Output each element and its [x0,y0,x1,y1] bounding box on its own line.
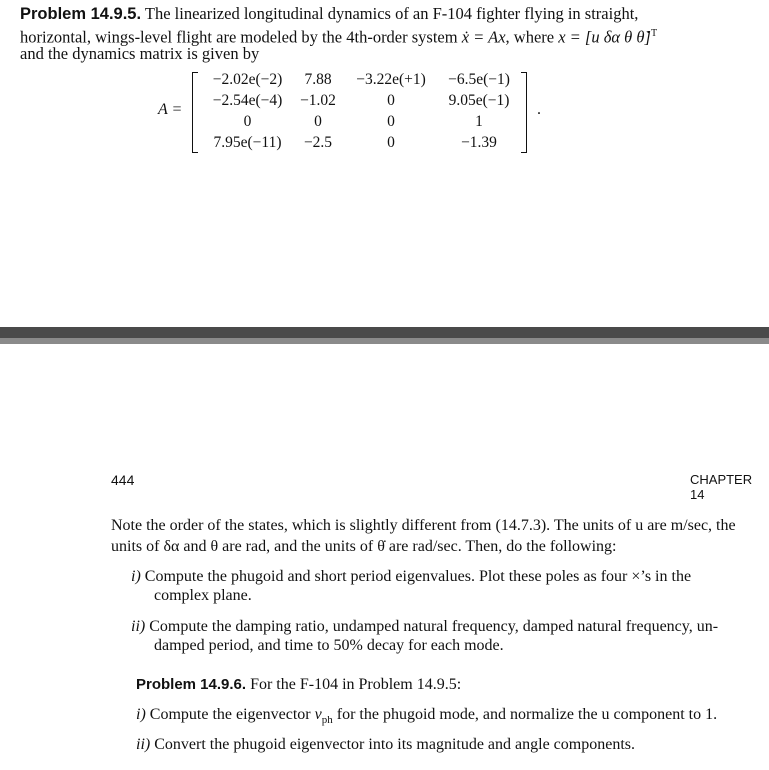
list-marker: i) [136,706,146,723]
matrix-cell: 0 [387,113,395,130]
list-marker: ii) [131,618,146,635]
page-number: 444 [111,472,135,488]
page-break-divider [0,327,769,338]
eigenvector-symbol: v [314,706,322,723]
left-bracket [192,72,198,153]
list-item [131,567,691,587]
matrix-cell: 7.95e(−11) [213,134,282,151]
dynamics-matrix [190,70,530,150]
transpose-superscript: T [650,28,658,39]
problem-statement [136,675,461,695]
text-run: Compute the eigenvector [149,706,315,723]
problem-text: The linearized longitudinal dynamics of an F-104 fighter flying in straight, [144,4,639,23]
list-marker: i) [131,568,141,585]
state-vector: x = [u δα θ θ̇] [558,27,651,47]
matrix-cell: 0 [243,113,252,130]
matrix-cell: −2.02e(−2) [212,71,283,88]
text-run: , where [505,27,559,47]
matrix-cell: −1.02 [300,92,336,109]
list-marker: ii) [136,736,151,753]
matrix-cell: 7.88 [304,71,332,88]
list-item [136,735,635,755]
matrix-cell: −2.5 [303,134,333,151]
system-equation: ẋ = Ax [461,27,506,47]
matrix-cell: 0 [387,134,395,151]
matrix-cell: 9.05e(−1) [448,92,510,109]
problem-statement-line-3: and the dynamics matrix is given by [20,44,260,63]
matrix-cell: −2.54e(−4) [212,92,283,109]
list-item-text: Convert the phugoid eigenvector into its magnitude and angle components. [154,736,635,753]
list-item-continuation: complex plane. [154,587,252,604]
list-item-continuation: damped period, and time to 50% decay for each mode. [154,637,504,654]
problem-statement-line-1 [20,4,638,24]
matrix-cell: −3.22e(+1) [356,71,426,88]
text-run: for the phugoid mode, and normalize the u component to 1. [332,706,718,723]
matrix-cell: 0 [387,92,395,109]
matrix-trailing-period: . [537,101,541,118]
list-item [131,617,718,637]
matrix-lhs: A = [158,101,183,118]
problem-label: Problem 14.9.6. [136,676,247,693]
problem-text: For the F-104 in Problem 14.9.5: [250,676,462,693]
eigenvector-subscript: ph [321,714,333,727]
page-break-shadow [0,338,769,344]
text-run: horizontal, wings-level flight are modeled by the 4th-order system [20,27,462,47]
matrix-cell: −1.39 [461,134,497,151]
paragraph-line-2: units of δα and θ are rad, and the units of θ̇ are rad/sec. Then, do the following: [111,538,617,555]
list-item-text: Compute the phugoid and short period eigenvalues. Plot these poles as four ×’s in the [144,568,692,585]
chapter-header: CHAPTER 14 [690,472,753,502]
list-item-text: Compute the damping ratio, undamped natural frequency, damped natural frequency, un- [149,618,719,635]
paragraph-line-1: Note the order of the states, which is slightly different from (14.7.3). The units of u are m/sec, the [111,517,736,534]
matrix-cell: 1 [475,113,483,130]
problem-label: Problem 14.9.5. [20,5,142,23]
matrix-cell: 0 [314,113,322,130]
list-item [136,705,717,730]
matrix-cell: −6.5e(−1) [448,71,510,88]
